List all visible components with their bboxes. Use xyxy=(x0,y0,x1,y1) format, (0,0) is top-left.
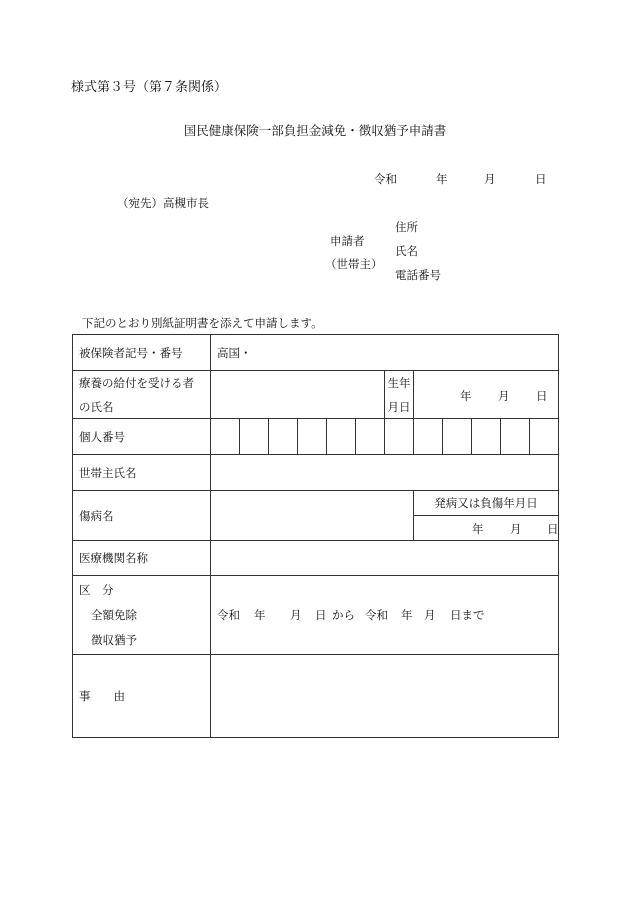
onset-date-field[interactable] xyxy=(414,516,558,540)
onset-year-unit: 年 xyxy=(472,522,484,536)
period-field[interactable] xyxy=(211,576,559,655)
insured-number-label: 被保険者記号・番号 xyxy=(73,335,211,371)
row-recipient xyxy=(73,371,559,419)
applicant-phone-label: 電話番号 xyxy=(395,268,441,282)
row-category xyxy=(73,576,559,655)
row-household-head xyxy=(73,455,559,491)
personal-number-digit-7[interactable] xyxy=(385,419,414,455)
personal-number-digit-1[interactable] xyxy=(211,419,240,455)
recipient-label xyxy=(73,371,211,419)
institution-field[interactable] xyxy=(211,541,559,576)
institution-label: 医療機関名称 xyxy=(73,541,211,576)
onset-label: 発病又は負傷年月日 xyxy=(414,491,558,516)
period-month-to: 月 xyxy=(424,608,436,622)
row-insured-number xyxy=(73,335,559,371)
birth-date-field[interactable] xyxy=(414,371,559,419)
date-day: 日 xyxy=(535,172,547,186)
disease-label: 傷病名 xyxy=(73,491,211,541)
category-option-exemption[interactable]: 全額免除 xyxy=(91,608,137,622)
personal-number-label: 個人番号 xyxy=(73,419,211,455)
recipient-label-line-1: 療養の給付を受ける者 xyxy=(79,375,194,390)
personal-number-digit-12[interactable] xyxy=(530,419,559,455)
household-head-field[interactable] xyxy=(211,455,559,491)
personal-number-digit-6[interactable] xyxy=(356,419,385,455)
birth-day-unit: 日 xyxy=(536,388,548,403)
applicant-label: 申請者 xyxy=(330,234,365,248)
insured-number-field[interactable]: 高国・ xyxy=(211,335,559,371)
reason-label: 事 由 xyxy=(73,655,211,738)
period-era-from: 令和 xyxy=(217,608,240,622)
personal-number-digit-10[interactable] xyxy=(472,419,501,455)
personal-number-digit-11[interactable] xyxy=(501,419,530,455)
birth-label xyxy=(385,371,414,419)
addressee: （宛先）高槻市長 xyxy=(117,196,209,210)
personal-number-digit-2[interactable] xyxy=(240,419,269,455)
date-era: 令和 xyxy=(374,172,397,186)
disease-field[interactable] xyxy=(211,491,414,541)
birth-label-line-2: 月日 xyxy=(387,399,411,414)
personal-number-digit-8[interactable] xyxy=(414,419,443,455)
period-era-to: 令和 xyxy=(365,608,388,622)
period-day-to: 日まで xyxy=(450,608,485,622)
onset-date-cell xyxy=(414,491,559,541)
period-from-text: から xyxy=(332,608,355,622)
birth-label-line-1: 生年 xyxy=(387,375,411,390)
date-year: 年 xyxy=(436,172,448,186)
row-institution xyxy=(73,541,559,576)
row-disease xyxy=(73,491,559,541)
onset-day-unit: 日 xyxy=(547,522,559,536)
intro-text: 下記のとおり別紙証明書を添えて申請します。 xyxy=(82,316,323,330)
applicant-name-label: 氏名 xyxy=(395,244,418,258)
applicant-address-label: 住所 xyxy=(395,220,418,234)
period-month-from: 月 xyxy=(290,608,302,622)
row-personal-number xyxy=(73,419,559,455)
period-day-from: 日 xyxy=(315,608,327,622)
personal-number-digit-4[interactable] xyxy=(298,419,327,455)
category-label: 区 分 xyxy=(79,583,114,597)
period-year-from: 年 xyxy=(254,608,266,622)
category-cell xyxy=(73,576,211,655)
applicant-sublabel: （世帯主） xyxy=(325,257,383,271)
reason-field[interactable] xyxy=(211,655,559,738)
personal-number-digit-9[interactable] xyxy=(443,419,472,455)
birth-year-unit: 年 xyxy=(460,388,472,403)
period-year-to: 年 xyxy=(401,608,413,622)
birth-month-unit: 月 xyxy=(498,388,510,403)
document-title: 国民健康保険一部負担金減免・徴収猶予申請書 xyxy=(183,123,447,138)
onset-month-unit: 月 xyxy=(510,522,522,536)
recipient-name-field[interactable] xyxy=(211,371,385,419)
category-option-deferral[interactable]: 徴収猶予 xyxy=(91,633,137,647)
personal-number-digit-5[interactable] xyxy=(327,419,356,455)
personal-number-digit-3[interactable] xyxy=(269,419,298,455)
application-table xyxy=(72,334,559,738)
recipient-label-line-2: の氏名 xyxy=(79,399,114,414)
form-number: 様式第３号（第７条関係） xyxy=(71,80,228,95)
row-reason xyxy=(73,655,559,738)
household-head-label: 世帯主氏名 xyxy=(73,455,211,491)
date-month: 月 xyxy=(484,172,496,186)
